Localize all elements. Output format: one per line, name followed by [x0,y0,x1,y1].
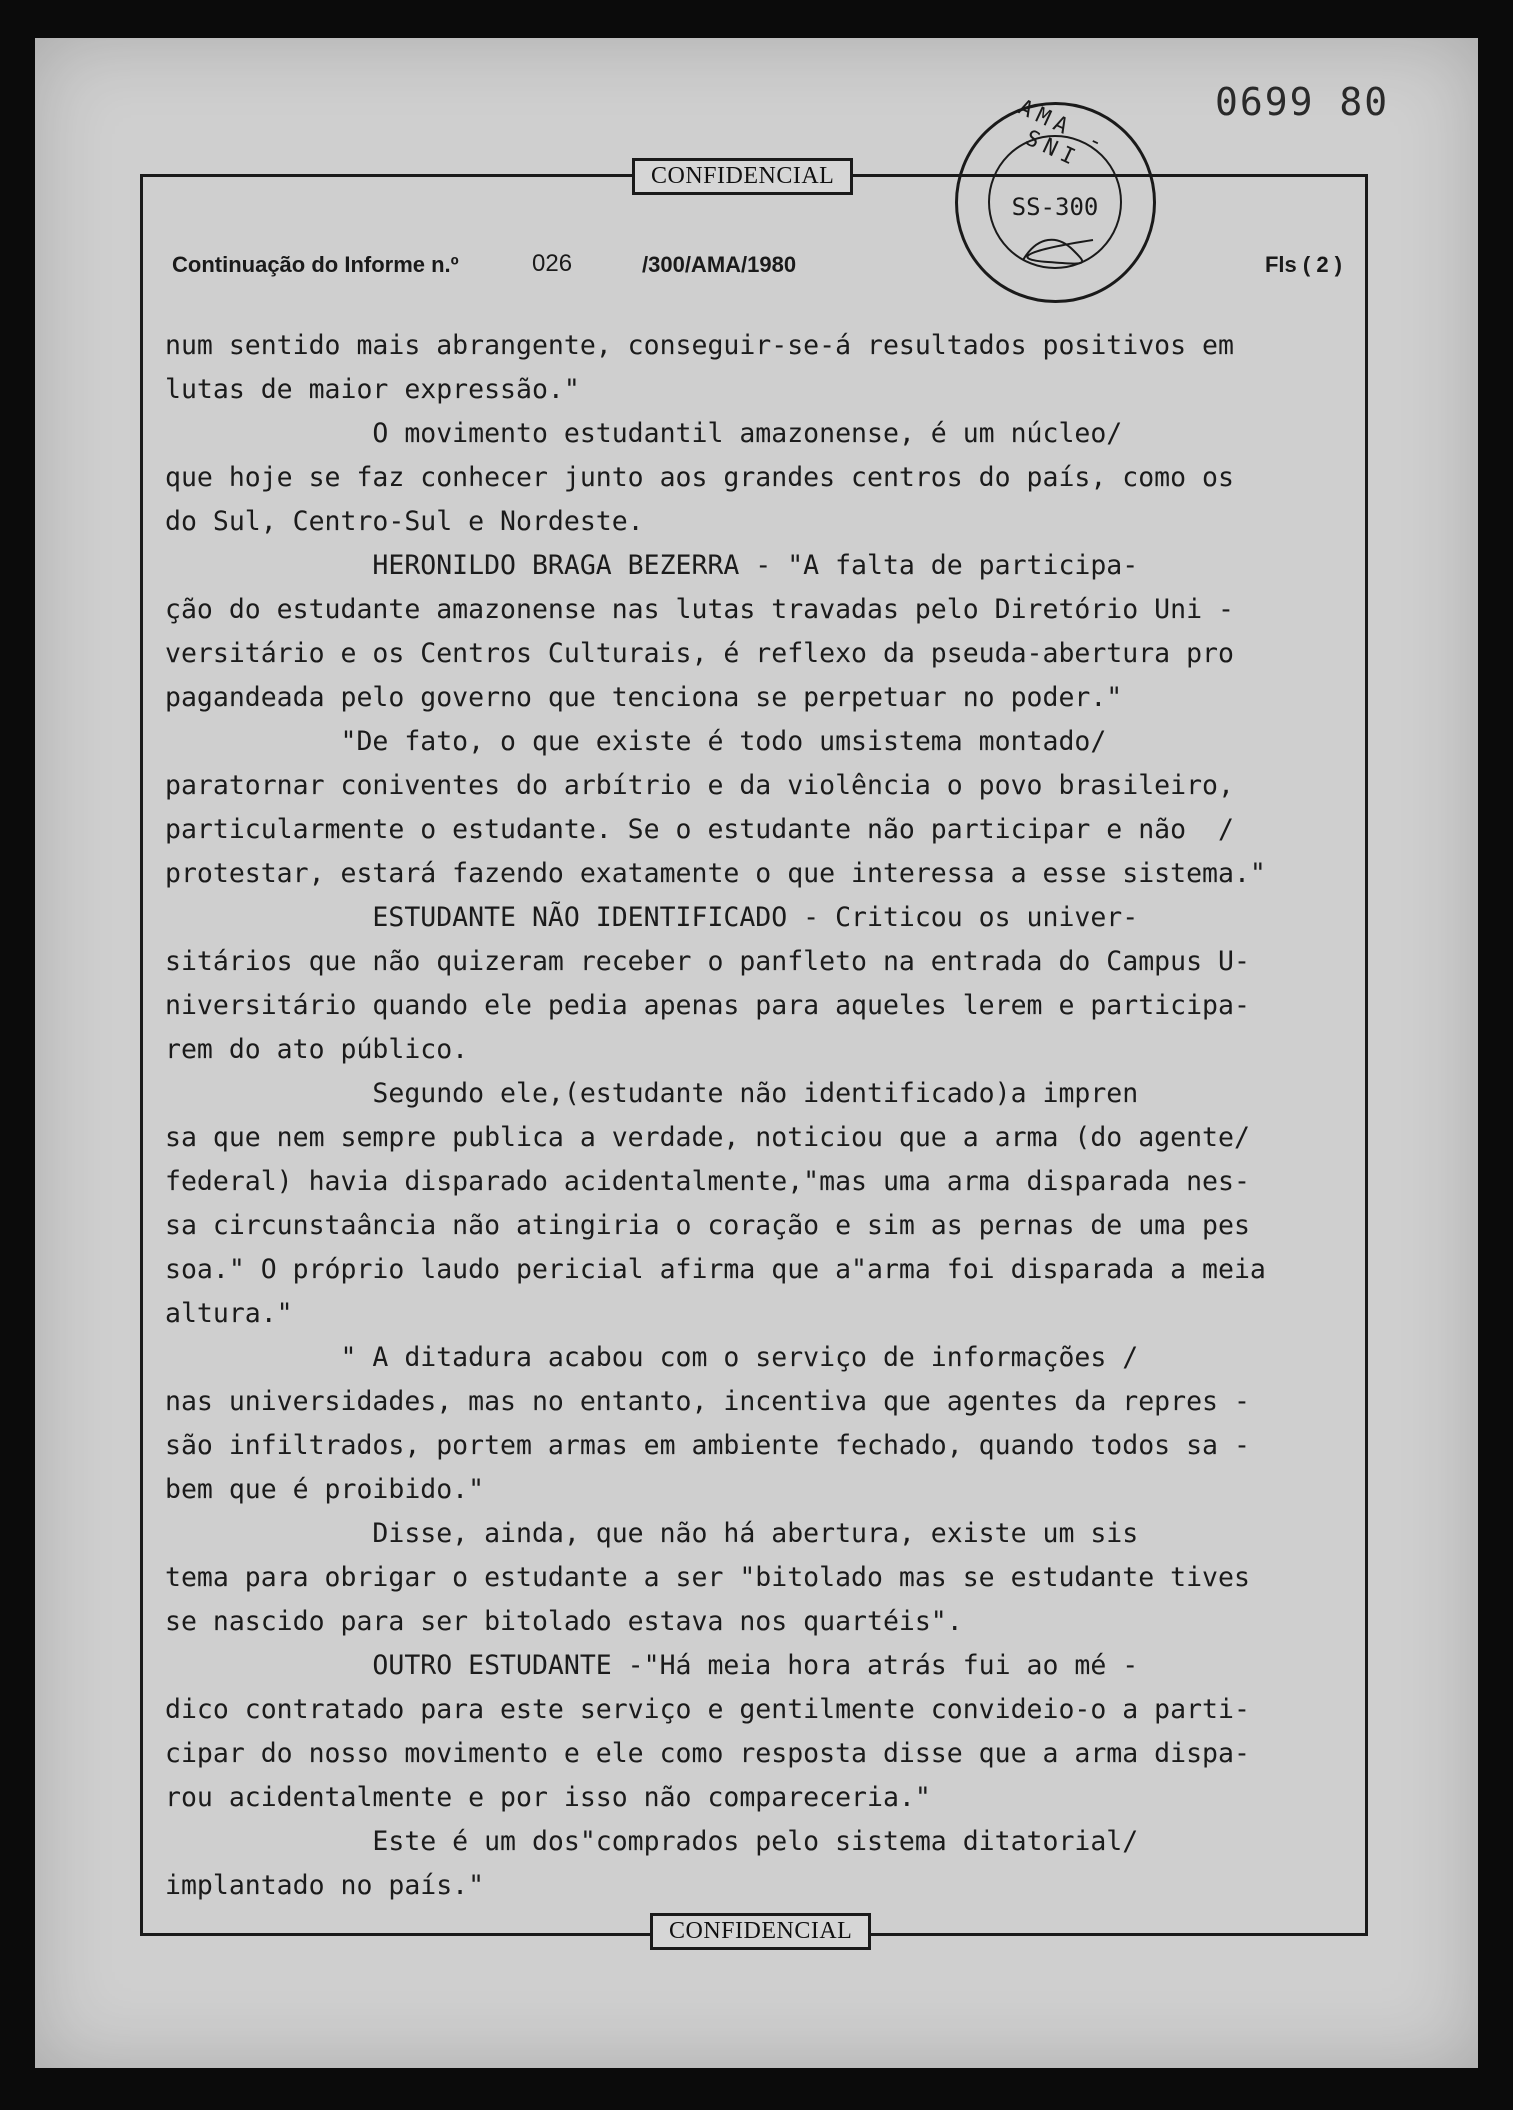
text-line: federal) havia disparado acidentalmente,"mas uma arma disparada nes- [165,1166,1250,1197]
text-line: bem que é proibido." [165,1474,485,1505]
text-line: "De fato, o que existe é todo umsistema montado/ [165,726,1107,757]
text-line: pagandeada pelo governo que tenciona se perpetuar no poder." [165,682,1123,713]
text-line: Segundo ele,(estudante não identificado)a impren [165,1078,1139,1109]
text-line: implantado no país." [165,1870,485,1901]
text-line: sa circunstaância não atingiria o coração e sim as pernas de uma pes [165,1210,1250,1241]
text-line: paratornar coniventes do arbítrio e da violência o povo brasileiro, [165,770,1234,801]
text-line: que hoje se faz conhecer junto aos grandes centros do país, como os [165,462,1234,493]
text-line: protestar, estará fazendo exatamente o que interessa a esse sistema." [165,858,1266,889]
header-label: Continuação do Informe n.º [172,252,459,277]
report-header [172,252,1342,292]
text-line: nas universidades, mas no entanto, incentiva que agentes da repres - [165,1386,1250,1417]
text-line: particularmente o estudante. Se o estudante não participar e não / [165,814,1234,845]
text-line: versitário e os Centros Culturais, é reflexo da pseuda-abertura pro [165,638,1234,669]
text-line: tema para obrigar o estudante a ser "bitolado mas se estudante tives [165,1562,1250,1593]
text-line: rem do ato público. [165,1034,469,1065]
text-line: lutas de maior expressão." [165,374,580,405]
archive-number: 0699 80 [1215,80,1390,124]
text-line: altura." [165,1298,293,1329]
text-line: do Sul, Centro-Sul e Nordeste. [165,506,644,537]
text-line: " A ditadura acabou com o serviço de informações / [165,1342,1139,1373]
text-line: sitários que não quizeram receber o panfleto na entrada do Campus U- [165,946,1250,977]
stamp-center-text: SS-300 [1011,193,1099,221]
stamp-top-text: AMA - SNI [1014,95,1113,173]
text-line: OUTRO ESTUDANTE -"Há meia hora atrás fui ao mé - [165,1650,1139,1681]
text-line: Disse, ainda, que não há abertura, existe um sis [165,1518,1139,1549]
text-line: dico contratado para este serviço e gentilmente convideio-o a parti- [165,1694,1250,1725]
text-line: ESTUDANTE NÃO IDENTIFICADO - Criticou os univer- [165,902,1139,933]
text-line: O movimento estudantil amazonense, é um núcleo/ [165,418,1123,449]
page-count: Fls ( 2 ) [1264,252,1342,277]
text-line: soa." O próprio laudo pericial afirma que a"arma foi disparada a meia [165,1254,1266,1285]
text-line: cipar do nosso movimento e ele como resposta disse que a arma dispa- [165,1738,1250,1769]
report-number: 026 [532,250,573,277]
text-line: se nascido para ser bitolado estava nos quartéis". [165,1606,963,1637]
report-reference: /300/AMA/1980 [642,252,797,277]
text-line: HERONILDO BRAGA BEZERRA - "A falta de participa- [165,550,1139,581]
text-line: niversitário quando ele pedia apenas para aqueles lerem e participa- [165,990,1250,1021]
text-line: ção do estudante amazonense nas lutas travadas pelo Diretório Uni - [165,594,1234,625]
confidential-label-bottom: CONFIDENCIAL [650,1913,871,1950]
text-line: são infiltrados, portem armas em ambiente fechado, quando todos sa - [165,1430,1250,1461]
confidential-label-top: CONFIDENCIAL [632,158,853,195]
text-line: sa que nem sempre publica a verdade, noticiou que a arma (do agente/ [165,1122,1250,1153]
text-line: Este é um dos"comprados pelo sistema ditatorial/ [165,1826,1139,1857]
text-line: rou acidentalmente e por isso não compareceria." [165,1782,931,1813]
text-line: num sentido mais abrangente, conseguir-se-á resultados positivos em [165,330,1234,361]
